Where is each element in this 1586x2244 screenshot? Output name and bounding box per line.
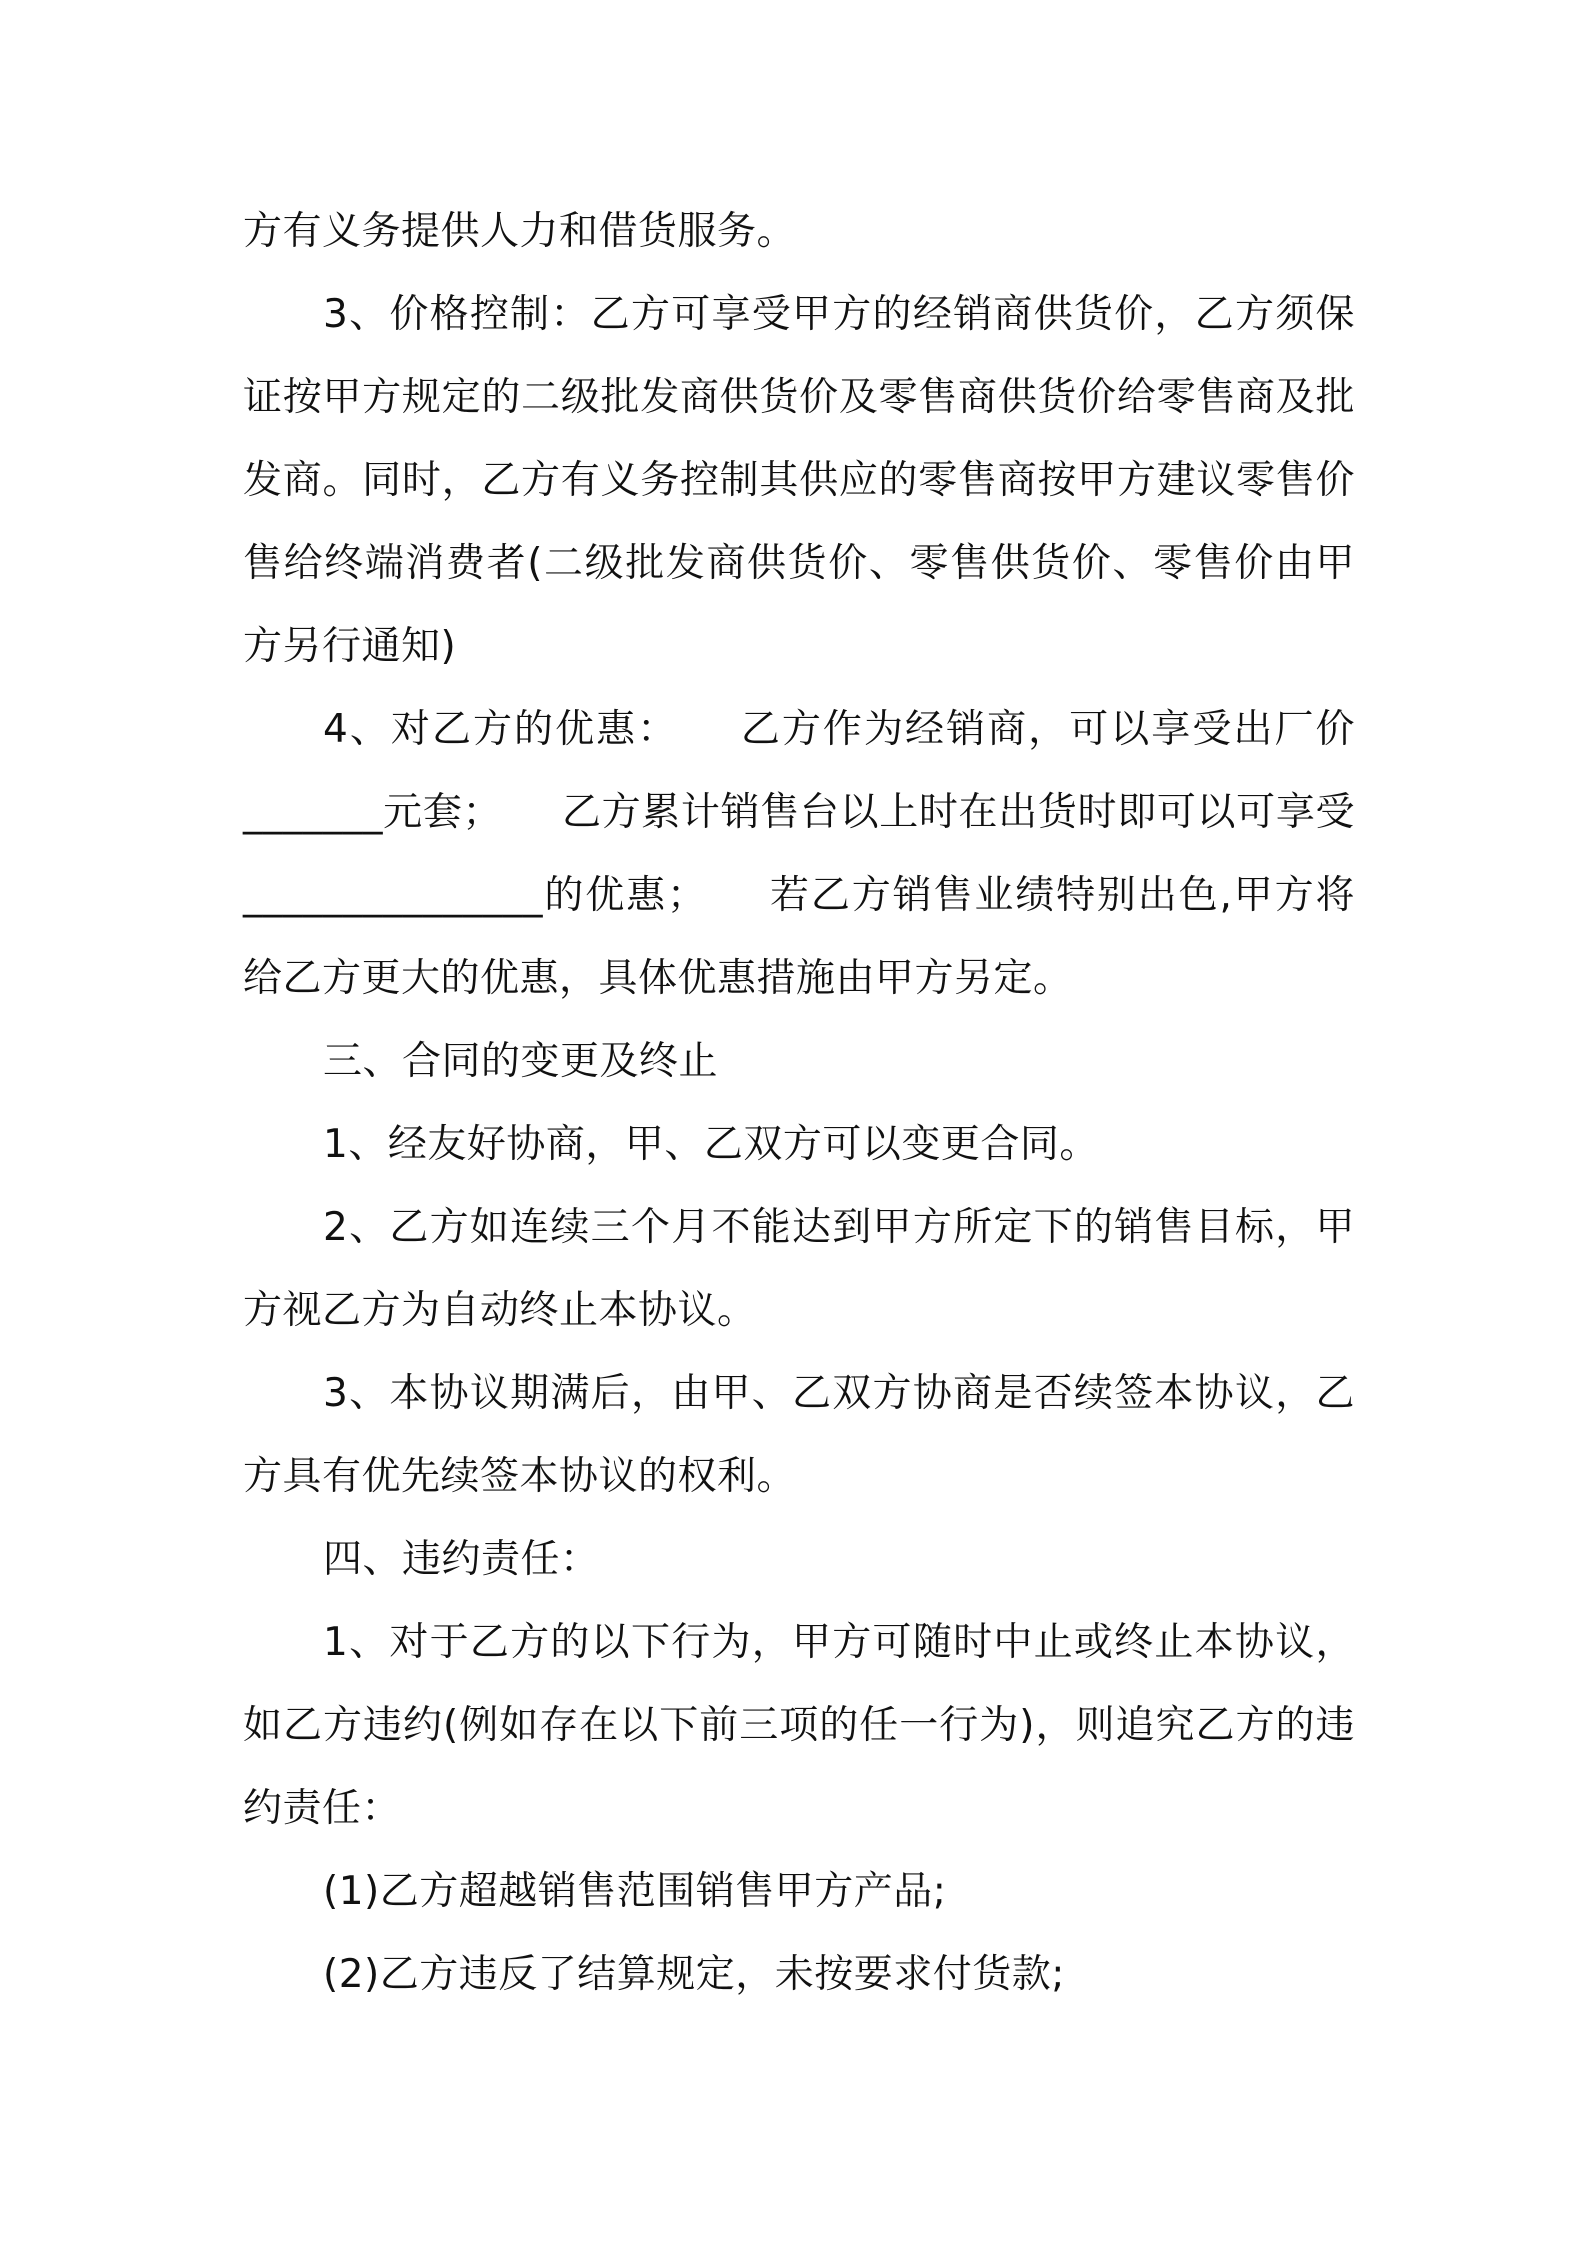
section-heading-breach: 四、违约责任： — [323, 1537, 600, 1582]
paragraph-change-3: 3、本协议期满后，由甲、乙双方协商是否续签本协议，乙方具有优先续签本协议的权利。 — [243, 1371, 1355, 1499]
section-heading-contract-change: 三、合同的变更及终止 — [323, 1039, 719, 1084]
list-item-breach-2: (2)乙方违反了结算规定，未按要求付货款; — [323, 1952, 1065, 1997]
paragraph-discount: 4、对乙方的优惠： 乙方作为经销商，可以享受出厂价_______元套； 乙方累计销售台以上时在出货时即可以可享受_______________的优惠； 若乙方销售业绩特别出色,甲方将给乙方更大的优惠，具体优惠措施由甲方另定。 — [243, 707, 1355, 1001]
document-body — [243, 190, 1355, 2016]
paragraph-price-control: 3、价格控制：乙方可享受甲方的经销商供货价，乙方须保证按甲方规定的二级批发商供货价及零售商供货价给零售商及批发商。同时，乙方有义务控制其供应的零售商按甲方建议零售价售给终端消费者(二级批发商供货价、零售供货价、零售价由甲方另行通知) — [243, 292, 1355, 669]
paragraph-change-2: 2、乙方如连续三个月不能达到甲方所定下的销售目标，甲方视乙方为自动终止本协议。 — [243, 1205, 1355, 1333]
paragraph-breach-1: 1、对于乙方的以下行为，甲方可随时中止或终止本协议，如乙方违约(例如存在以下前三项的任一行为)，则追究乙方的违约责任： — [243, 1620, 1355, 1831]
list-item-breach-1: (1)乙方超越销售范围销售甲方产品; — [323, 1869, 947, 1914]
paragraph-continuation: 方有义务提供人力和借货服务。 — [243, 209, 797, 254]
paragraph-change-1: 1、经友好协商，甲、乙双方可以变更合同。 — [323, 1122, 1099, 1167]
